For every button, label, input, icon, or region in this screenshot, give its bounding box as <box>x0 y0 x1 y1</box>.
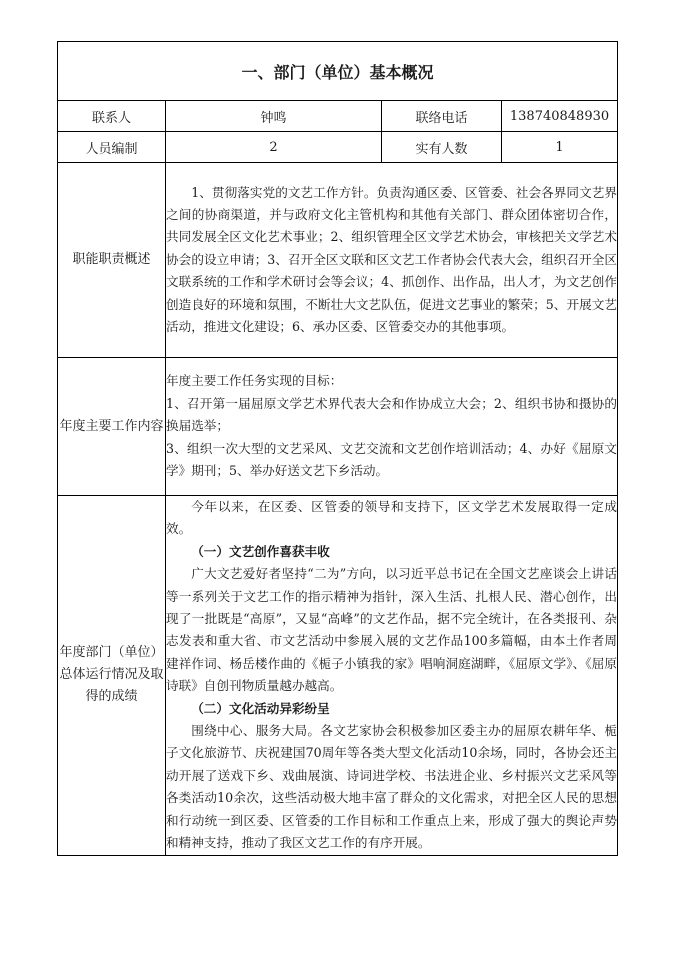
achievement-text-1: 广大文艺爱好者坚持“二为”方向，以习近平总书记在全国文艺座谈会上讲话等一系列关于文艺工作的指示精神为指针，深入生活、扎根人民、潜心创作，出现了一批既是“高原”，又显“高峰”的文艺作品，据不完全统计，在各类报刊、杂志发表和重大省、市文艺活动中参展入展的文艺作品100多篇幅，由本土作者周建祥作词、杨岳楼作曲的《栀子小镇我的家》唱响洞庭湖畔，《屈原文学》、《屈原诗联》自创刊物质量越办越高。 <box>166 566 618 694</box>
actual-staff-value: 1 <box>502 132 618 163</box>
achievement-heading-2: （二）文化活动异彩纷呈 <box>191 700 330 716</box>
achievements-cell <box>166 496 618 856</box>
staff-quota-value: 2 <box>166 132 382 163</box>
phone-value: 138740848930 <box>502 101 618 132</box>
duties-text: 1、贯彻落实党的文艺工作方针。负责沟通区委、区管委、社会各界同文艺界之间的协商渠道，并与政府文化主管机构和其他有关部门、群众团体密切合作，共同发展全区文化艺术事业；2、组织管理全区文学艺术协会，审核把关文学艺术协会的设立申请；3、召开全区文联和区文艺工作者协会代表大会，组织召开全区文联系统的工作和学术研讨会等会议；4、抓创作、出作品，出人才，为文艺创作创造良好的环境和氛围，不断壮大文艺队伍，促进文艺事业的繁荣；5、开展文艺活动，推进文化建设；6、承办区委、区管委交办的其他事项。 <box>166 184 618 335</box>
actual-staff-label: 实有人数 <box>382 132 502 163</box>
achievements-intro: 今年以来，在区委、区管委的领导和支持下，区文学艺术发展取得一定成效。 <box>166 499 618 537</box>
annual-tasks-label: 年度主要工作内容 <box>58 358 166 496</box>
achievement-heading-1: （一）文艺创作喜获丰收 <box>191 543 330 559</box>
duties-label: 职能职责概述 <box>58 163 166 358</box>
duties-cell <box>166 163 618 358</box>
basic-info-table <box>57 41 618 856</box>
staff-quota-label: 人员编制 <box>58 132 166 163</box>
annual-tasks-cell <box>166 358 618 496</box>
achievements-label: 年度部门（单位）总体运行情况及取得的成绩 <box>58 496 166 856</box>
annual-tasks-line: 3、组织一次大型的文艺采风、文艺交流和文艺创作培训活动；4、办好《屈原文学》期刊；5、举办好送文艺下乡活动。 <box>166 440 618 479</box>
annual-tasks-line: 年度主要工作任务实现的目标： <box>166 373 343 389</box>
phone-label: 联络电话 <box>382 101 502 132</box>
annual-tasks-line: 1、召开第一届屈原文学艺术界代表大会和作协成立大会；2、组织书协和摄协的换届选举； <box>166 395 618 434</box>
contact-label: 联系人 <box>58 101 166 132</box>
section-title: 一、部门（单位）基本概况 <box>58 42 618 101</box>
contact-name: 钟鸣 <box>166 101 382 132</box>
achievement-text-2: 围绕中心、服务大局。各文艺家协会积极参加区委主办的屈原农耕年华、栀子文化旅游节、庆祝建国70周年等各类大型文化活动10余场，同时，各协会还主动开展了送戏下乡、戏曲展演、诗词进学校、书法进企业、乡村振兴文艺采风等各类活动10余次，这些活动极大地丰富了群众的文化需求，对把全区人民的思想和行动统一到区委、区管委的工作目标和工作重点上来，形成了强大的舆论声势和精神支持，推动了我区文艺工作的有序开展。 <box>166 723 618 851</box>
